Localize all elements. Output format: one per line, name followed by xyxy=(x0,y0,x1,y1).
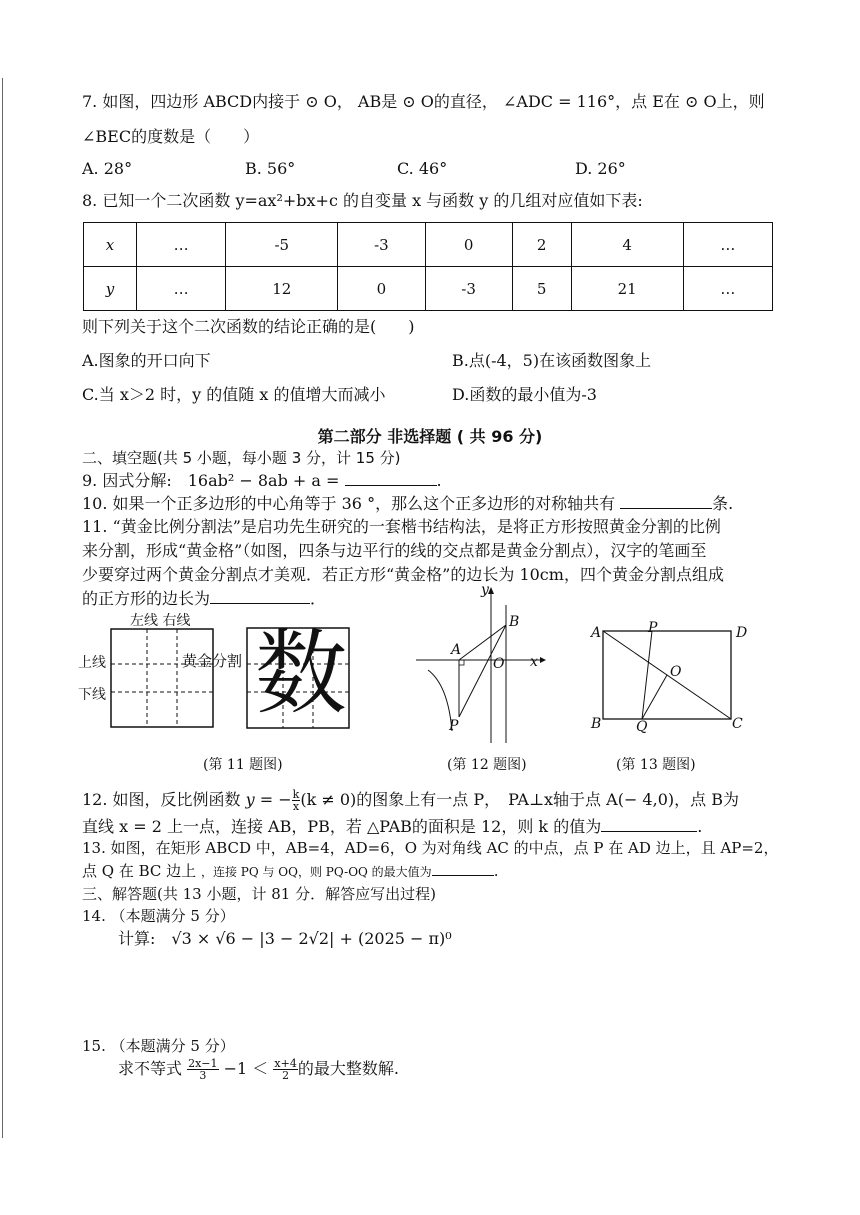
q10-text: 10. 如果一个正多边形的中心角等于 36 °，那么这个正多边形的对称轴共有 xyxy=(82,494,616,513)
fig13-label-p: P xyxy=(648,620,658,636)
fig13-label-d: D xyxy=(736,625,748,641)
fig13-segment-pq xyxy=(642,631,652,719)
q9-text-row xyxy=(82,469,442,492)
table-cell: … xyxy=(683,223,772,267)
q15-mid: −1 ＜ xyxy=(223,1059,269,1078)
q11-answer-blank[interactable] xyxy=(210,587,310,604)
table-row xyxy=(84,267,773,311)
q7-option-c: C. 46° xyxy=(397,159,448,178)
fig12-label-b: B xyxy=(509,614,520,630)
table-cell: y xyxy=(84,267,137,311)
fig12-label-p: P xyxy=(449,718,459,734)
q12-line1-row xyxy=(82,789,739,812)
table-cell: 0 xyxy=(425,223,512,267)
fig11-golden-label: 黄金分割 xyxy=(182,652,243,670)
q8-stem: 8. 已知一个二次函数 y=ax²+bx+c 的自变量 x 与函数 y 的几组对应值如下表: xyxy=(82,191,643,210)
table-cell: … xyxy=(683,267,772,311)
fig12-label-y: y xyxy=(481,582,489,598)
q13-line2-end: . xyxy=(493,862,499,880)
q13-line1: 13. 如图，在矩形 ABCD 中，AB=4，AD=6，O 为对角线 AC 的中点，点 P 在 AD 边上，且 AP=2， xyxy=(82,839,779,857)
fig11-golden-grid-figure xyxy=(110,628,216,730)
fig13-rectangle-figure xyxy=(600,628,734,724)
q11-line4: 的正方形的边长为 xyxy=(82,589,211,608)
q10-text-row xyxy=(82,492,733,515)
table-row xyxy=(84,223,773,267)
part3-heading: 三、解答题(共 13 小题，计 81 分．解答应写出过程) xyxy=(82,885,436,903)
q15-pre: 求不等式 xyxy=(118,1059,183,1078)
part2-title: 第二部分 非选择题 ( 共 96 分) xyxy=(317,427,543,446)
table-cell: … xyxy=(136,267,225,311)
q7-option-a: A. 28° xyxy=(82,159,133,178)
table-cell: 5 xyxy=(512,267,571,311)
table-cell: 21 xyxy=(571,267,683,311)
q12-line2-end: . xyxy=(697,817,703,836)
fig12-label-x: x xyxy=(530,654,538,670)
q11-line1: 11. “黄金比例分割法”是启功先生研究的一套楷书结构法，是将正方形按照黄金分割的比例 xyxy=(82,517,721,536)
q15-f1-num: 2x−1 xyxy=(188,1057,218,1070)
q15-f1-den: 3 xyxy=(199,1069,207,1082)
q14-title: 14. （本题满分 5 分） xyxy=(82,907,235,925)
q10-answer-blank[interactable] xyxy=(620,492,712,509)
q11-line2: 来分割，形成“黄金格”（如图，四条与边平行的线的交点都是黄金分割点），汉字的笔画至 xyxy=(82,541,707,560)
q15-f2-den: 2 xyxy=(282,1069,290,1082)
table-cell: -3 xyxy=(425,267,512,311)
q13-answer-blank[interactable] xyxy=(432,859,494,876)
q8-value-table xyxy=(83,222,773,311)
q9-answer-blank[interactable] xyxy=(345,469,437,486)
q11-line4-row xyxy=(82,587,326,610)
fill-blank-heading: 二、填空题(共 5 小题，每小题 3 分，计 15 分) xyxy=(82,449,401,467)
fig13-label-c: C xyxy=(732,716,743,732)
table-cell: x xyxy=(84,223,137,267)
q12-function-prefix: y = − xyxy=(245,790,292,809)
fig13-label-a: A xyxy=(591,625,602,641)
table-cell: 4 xyxy=(571,223,683,267)
q7-stem-line1: 7. 如图，四边形 ABCD内接于 ⊙ O， AB是 ⊙ O的直径， ∠ADC = 116°，点 E在 ⊙ O上，则 xyxy=(82,92,765,111)
fig12-caption: (第 12 题图) xyxy=(447,757,527,773)
fig11-caption: (第 11 题图) xyxy=(203,757,283,773)
fig11-bottom-label: 下线 xyxy=(78,687,106,703)
q11-line3: 少要穿过两个黄金分割点才美观．若正方形“黄金格”的边长为 10cm，四个黄金分割点组成 xyxy=(82,565,724,584)
q7-option-d: D. 26° xyxy=(575,159,626,178)
fig12-label-a: A xyxy=(451,642,462,658)
q9-text: 9. 因式分解: 16ab² − 8ab + a = xyxy=(82,471,340,490)
q12-line1-c: (k ≠ 0)的图象上有一点 P， PA⊥x轴于点 A(− 4,0)，点 B为 xyxy=(300,790,739,809)
q12-fraction-den: x xyxy=(292,800,300,813)
table-cell: -5 xyxy=(226,223,338,267)
fig13-label-q: Q xyxy=(636,719,648,735)
q13-line2-row xyxy=(82,859,498,883)
fig12-inverse-function-figure xyxy=(412,585,547,745)
q12-fraction-num: k xyxy=(292,788,300,801)
fig11-character: 数 xyxy=(255,620,348,727)
q15-post: 的最大整数解. xyxy=(297,1059,399,1078)
q15-row xyxy=(118,1058,399,1081)
q12-line1-a: 12. 如图，反比例函数 xyxy=(82,790,241,809)
q8-option-c: C.当 x＞2 时，y 的值随 x 的值增大而减小 xyxy=(82,385,386,404)
fig12-x-arrow xyxy=(540,657,546,663)
fig11-top-label: 上线 xyxy=(78,655,106,671)
q8-option-a: A.图象的开口向下 xyxy=(82,351,211,370)
q8-option-d: D.函数的最小值为-3 xyxy=(452,385,597,404)
q9-period: . xyxy=(436,471,442,490)
q12-answer-blank[interactable] xyxy=(601,815,697,832)
q7-option-b: B. 56° xyxy=(245,159,296,178)
fig13-label-o: O xyxy=(670,664,682,680)
table-cell: -3 xyxy=(338,223,425,267)
q15-f2-num: x+4 xyxy=(274,1057,297,1070)
fig12-right-angle-mark xyxy=(459,660,464,665)
fig13-caption: (第 13 题图) xyxy=(616,757,696,773)
table-cell: 2 xyxy=(512,223,571,267)
q15-title: 15. （本题满分 5 分） xyxy=(82,1037,235,1055)
fig12-segment-ab xyxy=(459,625,506,660)
q13-line2-b: ，连接 PQ 与 OQ，则 PQ-OQ 的最大值为 xyxy=(200,865,432,879)
q10-tail: 条. xyxy=(712,494,734,513)
table-cell: 0 xyxy=(338,267,425,311)
q8-question: 则下列关于这个二次函数的结论正确的是( ) xyxy=(82,317,415,336)
table-cell: … xyxy=(136,223,225,267)
q14-calc: 计算: √3 × √6 − |3 − 2√2| + (2025 − π)⁰ xyxy=(118,929,452,948)
page-edge-line xyxy=(2,78,3,1138)
q11-line4-end: ． xyxy=(310,589,327,608)
q15-fraction-right xyxy=(273,1058,297,1081)
fig11-square xyxy=(111,629,213,727)
q12-line2: 直线 x = 2 上一点，连接 AB，PB，若 △PAB的面积是 12，则 k 的值为 xyxy=(82,817,602,836)
q7-stem-line2: ∠BEC的度数是（ ） xyxy=(82,127,260,146)
q12-line2-row xyxy=(82,815,702,838)
q13-line2-a: 点 Q 在 BC 边上 xyxy=(82,862,197,880)
q8-option-b: B.点(-4，5)在该函数图象上 xyxy=(452,351,652,370)
fig12-label-o: O xyxy=(493,656,505,672)
fig11-left-right-label: 左线 右线 xyxy=(130,613,191,629)
table-cell: 12 xyxy=(226,267,338,311)
q15-fraction-left xyxy=(187,1058,218,1081)
fig13-label-b: B xyxy=(591,716,602,732)
